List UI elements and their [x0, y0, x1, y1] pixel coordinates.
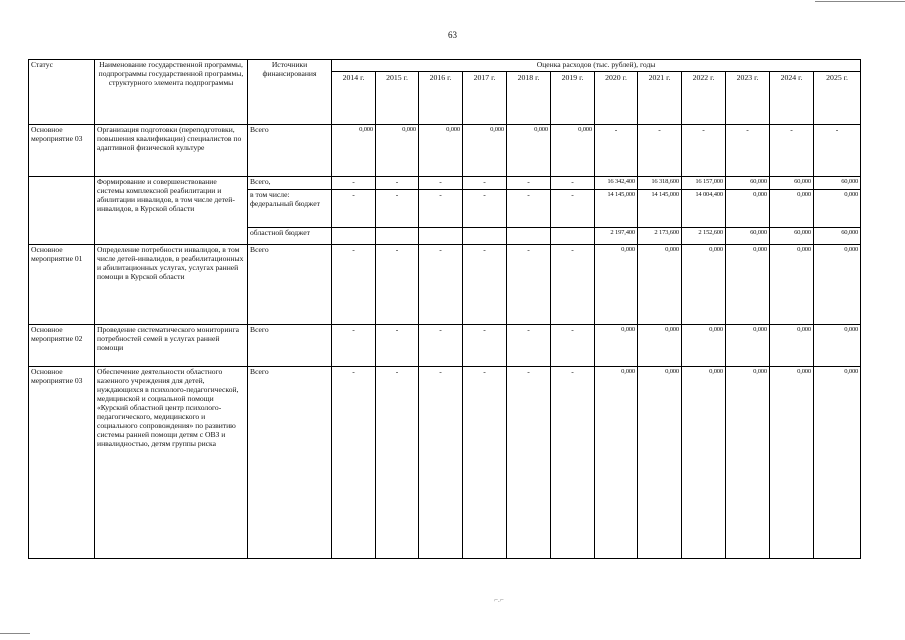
table-row [29, 244, 861, 324]
value-cell: - [507, 176, 551, 189]
value-cell: - [463, 324, 507, 366]
row-source: Всего, [248, 176, 332, 189]
value-cell: 0,000 [551, 124, 595, 176]
header-name: Наименование государственной программы, подпрограммы государственной программы, структурного элемента подпрограммы [95, 60, 248, 125]
value-cell: 16 318,600 [638, 176, 682, 189]
table-row [29, 176, 861, 189]
value-cell: 0,000 [638, 324, 682, 366]
row-source: в том числе: федеральный бюджет [248, 189, 332, 227]
value-cell: - [551, 366, 595, 558]
row-status: Основное мероприятие 01 [29, 244, 95, 324]
bottom-edge-rule [0, 633, 30, 634]
value-cell: - [507, 244, 551, 324]
scan-artifact-mark: ⌐.⌐ [494, 596, 504, 604]
value-cell: - [551, 244, 595, 324]
value-cell: 0,000 [376, 124, 419, 176]
value-cell: 0,000 [726, 244, 770, 324]
value-cell [332, 227, 376, 244]
value-cell: 0,000 [814, 189, 861, 227]
row-name: Формирование и совершенствование системы комплексной реабилитации и абилитации инвалидов, в том числе детей-инвалидов, в Курской области [95, 176, 248, 244]
row-name: Проведение систематического мониторинга потребностей семей в услугах ранней помощи [95, 324, 248, 366]
value-cell: - [551, 176, 595, 189]
value-cell: - [332, 366, 376, 558]
value-cell: - [332, 244, 376, 324]
value-cell: - [638, 124, 682, 176]
value-cell [376, 227, 419, 244]
value-cell: 0,000 [682, 244, 726, 324]
value-cell: 0,000 [770, 244, 814, 324]
value-cell: - [682, 124, 726, 176]
header-source: Источники финансирования [248, 60, 332, 125]
value-cell: - [595, 124, 638, 176]
value-cell: - [814, 124, 861, 176]
value-cell: 0,000 [595, 366, 638, 558]
value-cell: - [376, 244, 419, 324]
year-header: 2018 г. [507, 71, 551, 124]
value-cell: 60,000 [770, 176, 814, 189]
value-cell: 60,000 [770, 227, 814, 244]
value-cell: 2 173,600 [638, 227, 682, 244]
value-cell: - [419, 366, 463, 558]
top-edge-rule [815, 1, 905, 2]
value-cell: - [376, 324, 419, 366]
year-header: 2024 г. [770, 71, 814, 124]
value-cell: - [463, 176, 507, 189]
value-cell: - [419, 176, 463, 189]
row-source: областной бюджет [248, 227, 332, 244]
value-cell: - [419, 324, 463, 366]
value-cell: - [463, 244, 507, 324]
value-cell: - [332, 189, 376, 227]
value-cell: 60,000 [726, 176, 770, 189]
value-cell: 0,000 [726, 324, 770, 366]
table-row [29, 324, 861, 366]
year-header: 2020 г. [595, 71, 638, 124]
value-cell: - [507, 189, 551, 227]
value-cell: 0,000 [638, 244, 682, 324]
value-cell [507, 227, 551, 244]
year-header: 2016 г. [419, 71, 463, 124]
year-header: 2021 г. [638, 71, 682, 124]
value-cell: - [507, 324, 551, 366]
value-cell: 60,000 [814, 227, 861, 244]
value-cell: 0,000 [595, 244, 638, 324]
value-cell: - [726, 124, 770, 176]
row-status: Основное мероприятие 03 [29, 366, 95, 558]
value-cell: - [376, 176, 419, 189]
value-cell: 0,000 [814, 244, 861, 324]
value-cell: - [376, 366, 419, 558]
value-cell: - [419, 189, 463, 227]
value-cell: 0,000 [726, 189, 770, 227]
value-cell: 0,000 [682, 324, 726, 366]
value-cell: - [770, 124, 814, 176]
year-header: 2023 г. [726, 71, 770, 124]
value-cell: - [551, 324, 595, 366]
row-source: Всего [248, 124, 332, 176]
year-header: 2015 г. [376, 71, 419, 124]
row-source: Всего [248, 366, 332, 558]
value-cell: - [551, 189, 595, 227]
value-cell: 2 197,400 [595, 227, 638, 244]
header-estimate: Оценка расходов (тыс. рублей), годы [332, 60, 861, 72]
value-cell: 0,000 [770, 366, 814, 558]
value-cell: - [463, 366, 507, 558]
value-cell: 0,000 [638, 366, 682, 558]
row-name: Определение потребности инвалидов, в том числе детей-инвалидов, в реабилитационных и абилитационных услугах, услугах ранней помощи в Курской области [95, 244, 248, 324]
value-cell: 14 004,400 [682, 189, 726, 227]
value-cell: 14 145,000 [638, 189, 682, 227]
year-header: 2025 г. [814, 71, 861, 124]
year-header: 2022 г. [682, 71, 726, 124]
table-row [29, 366, 861, 558]
value-cell: 0,000 [463, 124, 507, 176]
value-cell: - [332, 176, 376, 189]
row-name: Обеспечение деятельности областного казенного учреждения для детей, нуждающихся в психолого-педагогической, медицинской и социальной помощи «Курский областной центр психолого-педагогического, медицинского и социального сопровождения» по развитию системы ранней помощи детям с ОВЗ и инвалидностью, детям группы риска [95, 366, 248, 558]
row-source: Всего [248, 244, 332, 324]
row-status: Основное мероприятие 03 [29, 124, 95, 176]
value-cell: 0,000 [814, 366, 861, 558]
value-cell: - [463, 189, 507, 227]
row-status: Основное мероприятие 02 [29, 324, 95, 366]
value-cell: 2 152,600 [682, 227, 726, 244]
value-cell: - [376, 189, 419, 227]
table-row [29, 124, 861, 176]
row-name: Организация подготовки (переподготовки, повышения квалификации) специалистов по адаптивной физической культуре [95, 124, 248, 176]
expenditure-table [28, 59, 861, 559]
value-cell: 0,000 [726, 366, 770, 558]
row-status [29, 176, 95, 244]
value-cell [551, 227, 595, 244]
year-header: 2017 г. [463, 71, 507, 124]
header-status: Статус [29, 60, 95, 125]
value-cell: 0,000 [770, 324, 814, 366]
year-header: 2019 г. [551, 71, 595, 124]
value-cell: 60,000 [814, 176, 861, 189]
value-cell: 0,000 [419, 124, 463, 176]
value-cell: 0,000 [595, 324, 638, 366]
value-cell: 14 145,000 [595, 189, 638, 227]
row-source: Всего [248, 324, 332, 366]
page-number: 63 [448, 30, 457, 40]
value-cell: - [507, 366, 551, 558]
value-cell: 0,000 [682, 366, 726, 558]
value-cell [463, 227, 507, 244]
value-cell: - [419, 244, 463, 324]
value-cell: 16 342,400 [595, 176, 638, 189]
value-cell [419, 227, 463, 244]
value-cell: 16 157,000 [682, 176, 726, 189]
value-cell: 0,000 [770, 189, 814, 227]
value-cell: - [332, 324, 376, 366]
value-cell: 0,000 [814, 324, 861, 366]
value-cell: 0,000 [332, 124, 376, 176]
year-header: 2014 г. [332, 71, 376, 124]
value-cell: 60,000 [726, 227, 770, 244]
value-cell: 0,000 [507, 124, 551, 176]
